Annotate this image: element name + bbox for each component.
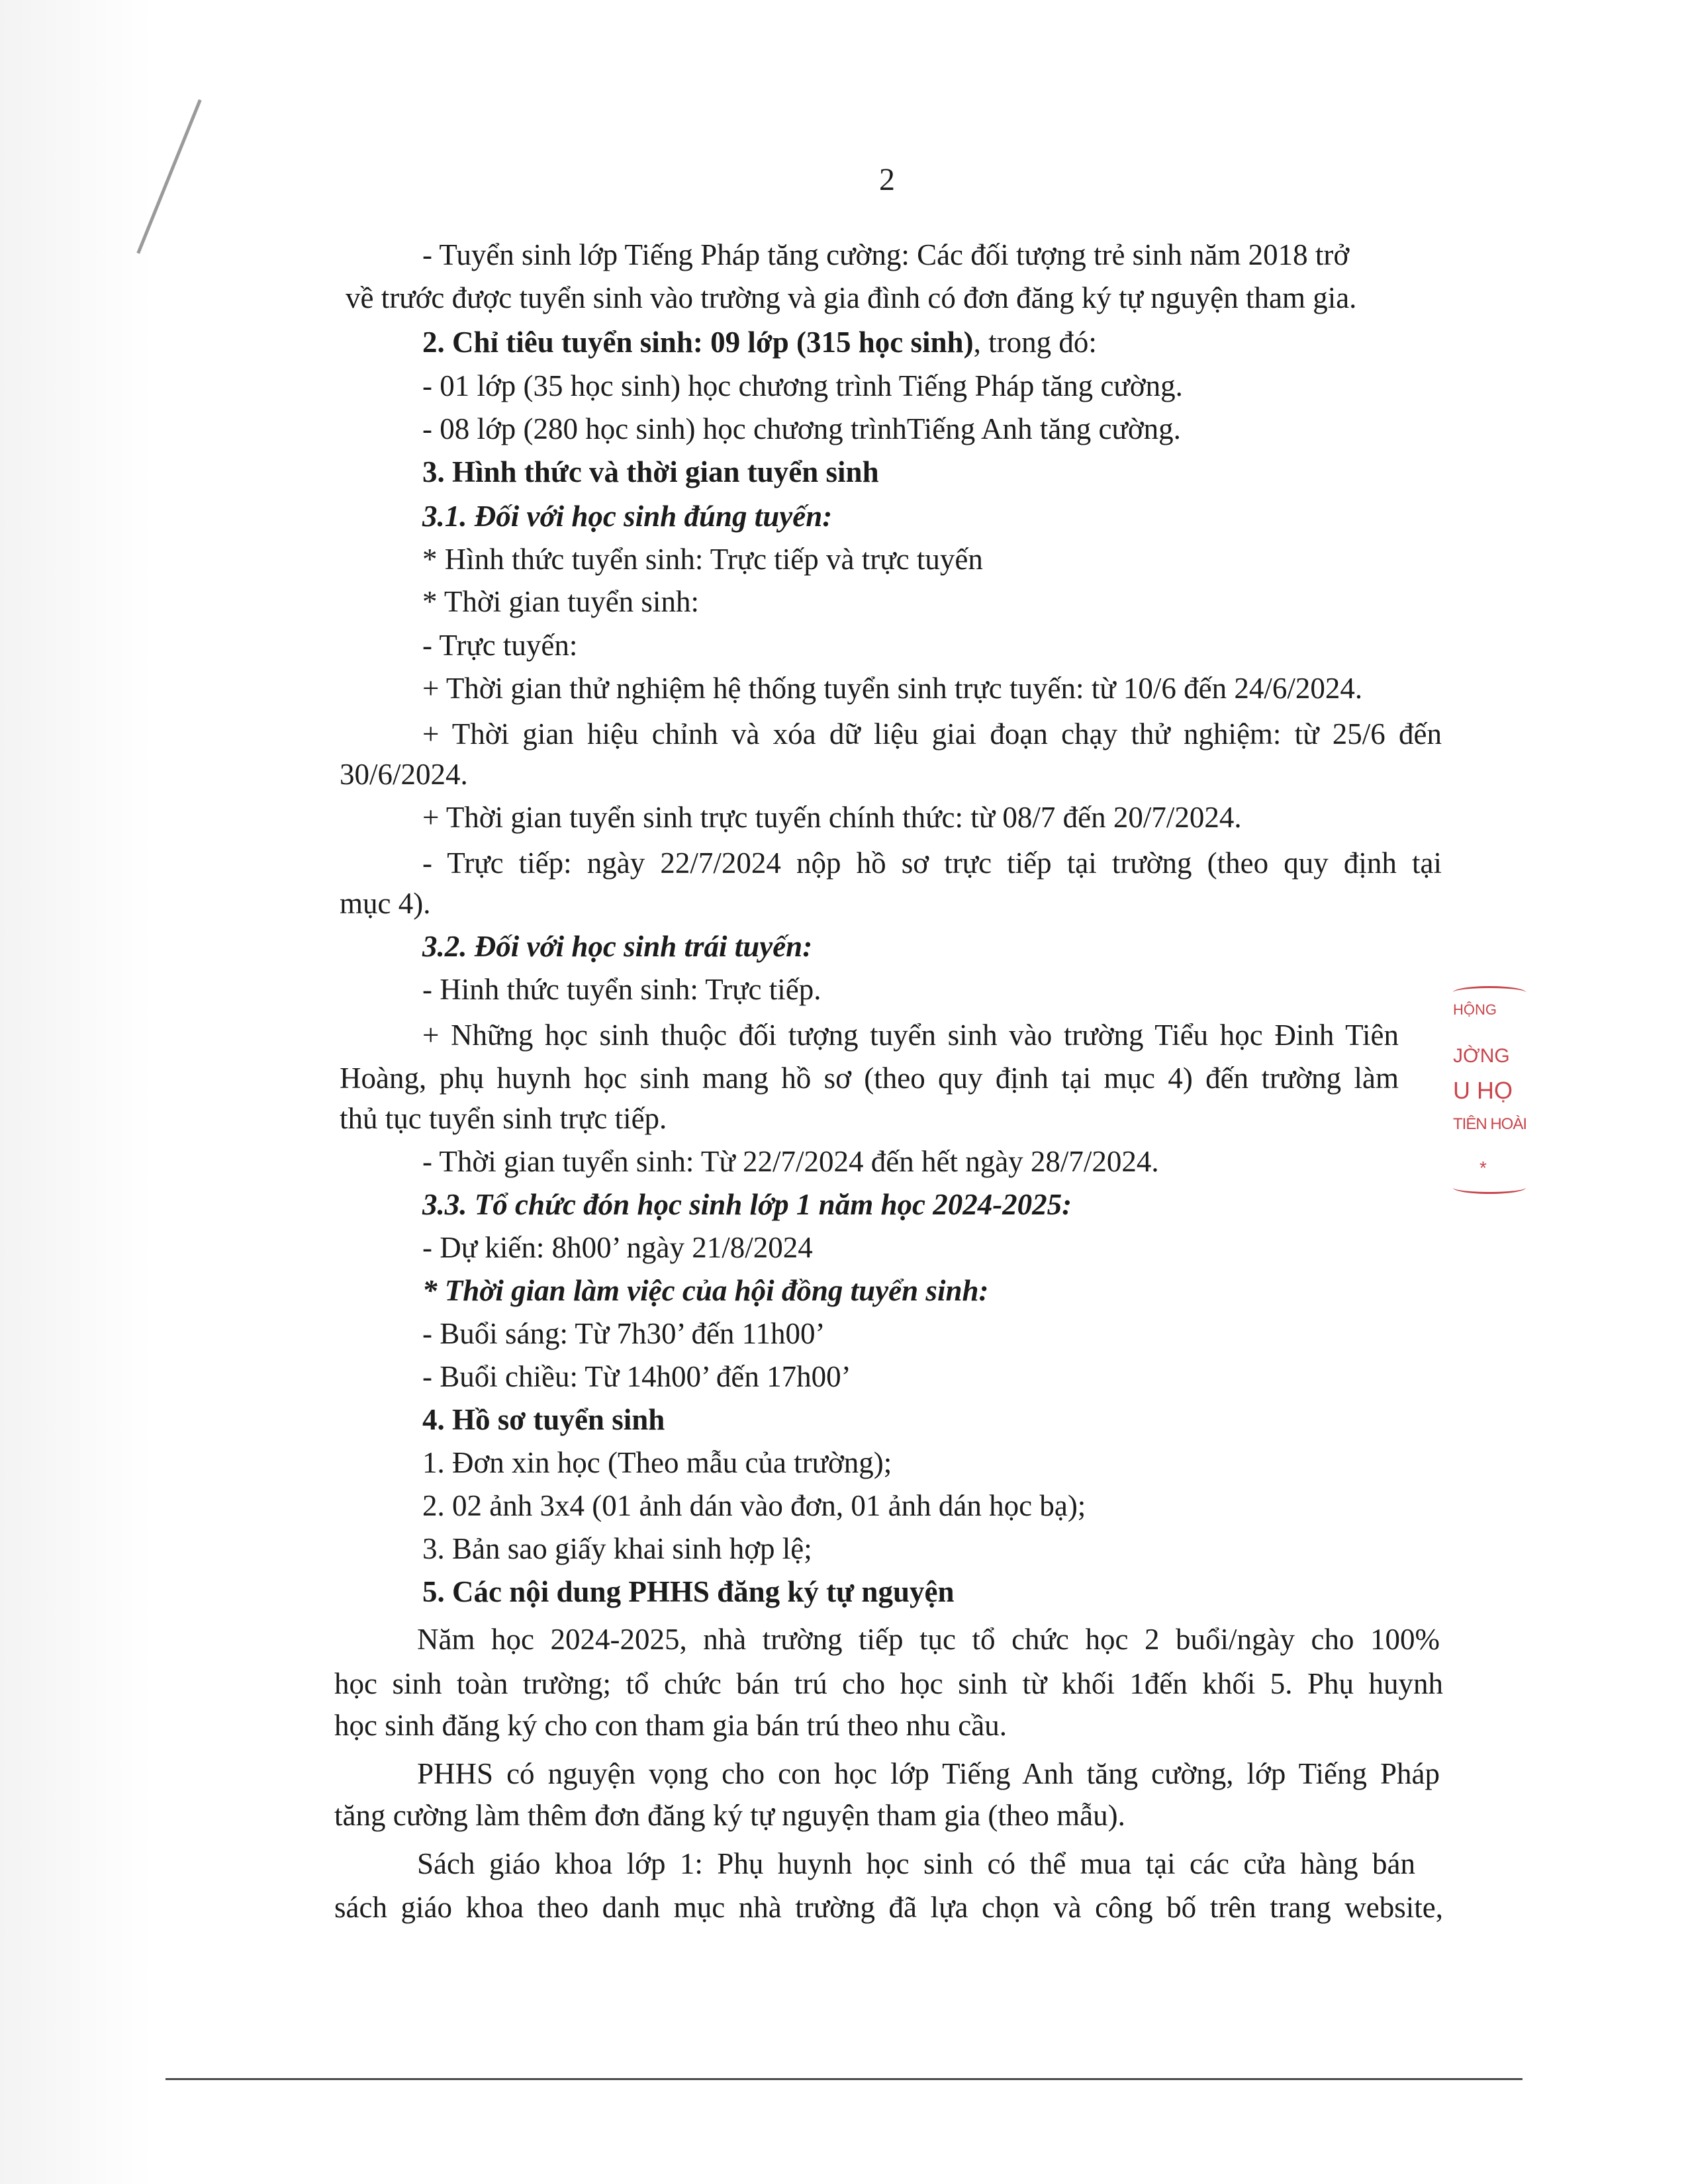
text-line: * Thời gian tuyển sinh: <box>422 585 699 618</box>
stamp-star-icon: * <box>1479 1158 1487 1178</box>
text-line: học sinh toàn trường; tổ chức bán trú cho học sinh từ khối 1đến khối 5. Phụ huynh <box>334 1667 1443 1700</box>
page-number: 2 <box>879 162 895 197</box>
text-line: PHHS có nguyện vọng cho con học lớp Tiếng Anh tăng cường, lớp Tiếng Pháp <box>417 1757 1440 1790</box>
text-line: Năm học 2024-2025, nhà trường tiếp tục tổ chức học 2 buổi/ngày cho 100% <box>417 1623 1440 1656</box>
page-bottom-rule <box>165 2078 1523 2080</box>
text-line: thủ tục tuyển sinh trực tiếp. <box>340 1102 667 1135</box>
text-line: - Tuyển sinh lớp Tiếng Pháp tăng cường: Các đối tượng trẻ sinh năm 2018 trở <box>422 238 1350 271</box>
text-line: - 01 lớp (35 học sinh) học chương trình Tiếng Pháp tăng cường. <box>422 369 1183 402</box>
text-line: + Thời gian thử nghiệm hệ thống tuyển sinh trực tuyến: từ 10/6 đến 24/6/2024. <box>422 672 1363 705</box>
text-line: - Thời gian tuyển sinh: Từ 22/7/2024 đến hết ngày 28/7/2024. <box>422 1145 1159 1178</box>
text-line: - Hinh thức tuyển sinh: Trực tiếp. <box>422 973 821 1006</box>
official-stamp <box>1453 986 1532 1205</box>
text-line: 1. Đơn xin học (Theo mẫu của trường); <box>422 1446 892 1479</box>
text-line: - Dự kiến: 8h00’ ngày 21/8/2024 <box>422 1231 813 1264</box>
section-heading: 4. Hồ sơ tuyển sinh <box>422 1403 665 1436</box>
subsection-heading: 3.1. Đối với học sinh đúng tuyến: <box>422 500 833 533</box>
stamp-arc-top <box>1453 986 1526 999</box>
subsection-heading: 3.2. Đối với học sinh trái tuyến: <box>422 930 813 963</box>
text-line: - Buổi sáng: Từ 7h30’ đến 11h00’ <box>422 1317 825 1350</box>
scan-left-shade <box>0 0 152 2184</box>
stamp-text: JỜNG <box>1453 1045 1510 1067</box>
stamp-text: HỘNG <box>1453 1001 1497 1018</box>
text-line: 2. 02 ảnh 3x4 (01 ảnh dán vào đơn, 01 ảnh dán học bạ); <box>422 1489 1086 1522</box>
subsection-heading: * Thời gian làm việc của hội đồng tuyển sinh: <box>422 1274 989 1307</box>
text-line: 3. Bản sao giấy khai sinh hợp lệ; <box>422 1532 812 1565</box>
text-line: - Trực tiếp: ngày 22/7/2024 nộp hồ sơ trực tiếp tại trường (theo quy định tại <box>422 846 1442 880</box>
text-line: - 08 lớp (280 học sinh) học chương trìnhTiếng Anh tăng cường. <box>422 412 1181 445</box>
text-line: tăng cường làm thêm đơn đăng ký tự nguyện tham gia (theo mẫu). <box>334 1799 1125 1832</box>
heading-text: 2. Chỉ tiêu tuyển sinh: 09 lớp (315 học sinh) <box>422 326 974 359</box>
text-line: + Thời gian tuyển sinh trực tuyến chính thức: từ 08/7 đến 20/7/2024. <box>422 801 1242 834</box>
text-line: + Những học sinh thuộc đối tượng tuyển sinh vào trường Tiểu học Đinh Tiên <box>422 1019 1399 1052</box>
text-line: 30/6/2024. <box>340 758 468 791</box>
text-line: Sách giáo khoa lớp 1: Phụ huynh học sinh có thể mua tại các cửa hàng bán <box>417 1847 1415 1880</box>
section-heading <box>422 328 1097 357</box>
heading-suffix: , trong đó: <box>973 326 1097 359</box>
stamp-text: TIÊN HOÀI <box>1453 1115 1527 1133</box>
subsection-heading: 3.3. Tổ chức đón học sinh lớp 1 năm học 2024-2025: <box>422 1188 1072 1221</box>
text-line: - Trực tuyến: <box>422 629 578 662</box>
section-heading: 3. Hình thức và thời gian tuyển sinh <box>422 455 879 488</box>
text-line: sách giáo khoa theo danh mục nhà trường đã lựa chọn và công bố trên trang website, <box>334 1891 1443 1924</box>
stamp-text: U HỌ <box>1453 1077 1513 1104</box>
text-line: * Hình thức tuyển sinh: Trực tiếp và trực tuyến <box>422 543 983 576</box>
text-line: Hoàng, phụ huynh học sinh mang hồ sơ (theo quy định tại mục 4) đến trường làm <box>340 1062 1399 1095</box>
text-line: mục 4). <box>340 887 431 920</box>
text-line: học sinh đăng ký cho con tham gia bán trú theo nhu cầu. <box>334 1709 1007 1742</box>
text-line: về trước được tuyển sinh vào trường và gia đình có đơn đăng ký tự nguyện tham gia. <box>346 281 1357 314</box>
text-line: + Thời gian hiệu chỉnh và xóa dữ liệu giai đoạn chạy thử nghiệm: từ 25/6 đến <box>422 717 1442 751</box>
text-line: - Buổi chiều: Từ 14h00’ đến 17h00’ <box>422 1360 851 1393</box>
section-heading: 5. Các nội dung PHHS đăng ký tự nguyện <box>422 1575 955 1608</box>
stamp-arc-bottom <box>1453 1181 1526 1194</box>
